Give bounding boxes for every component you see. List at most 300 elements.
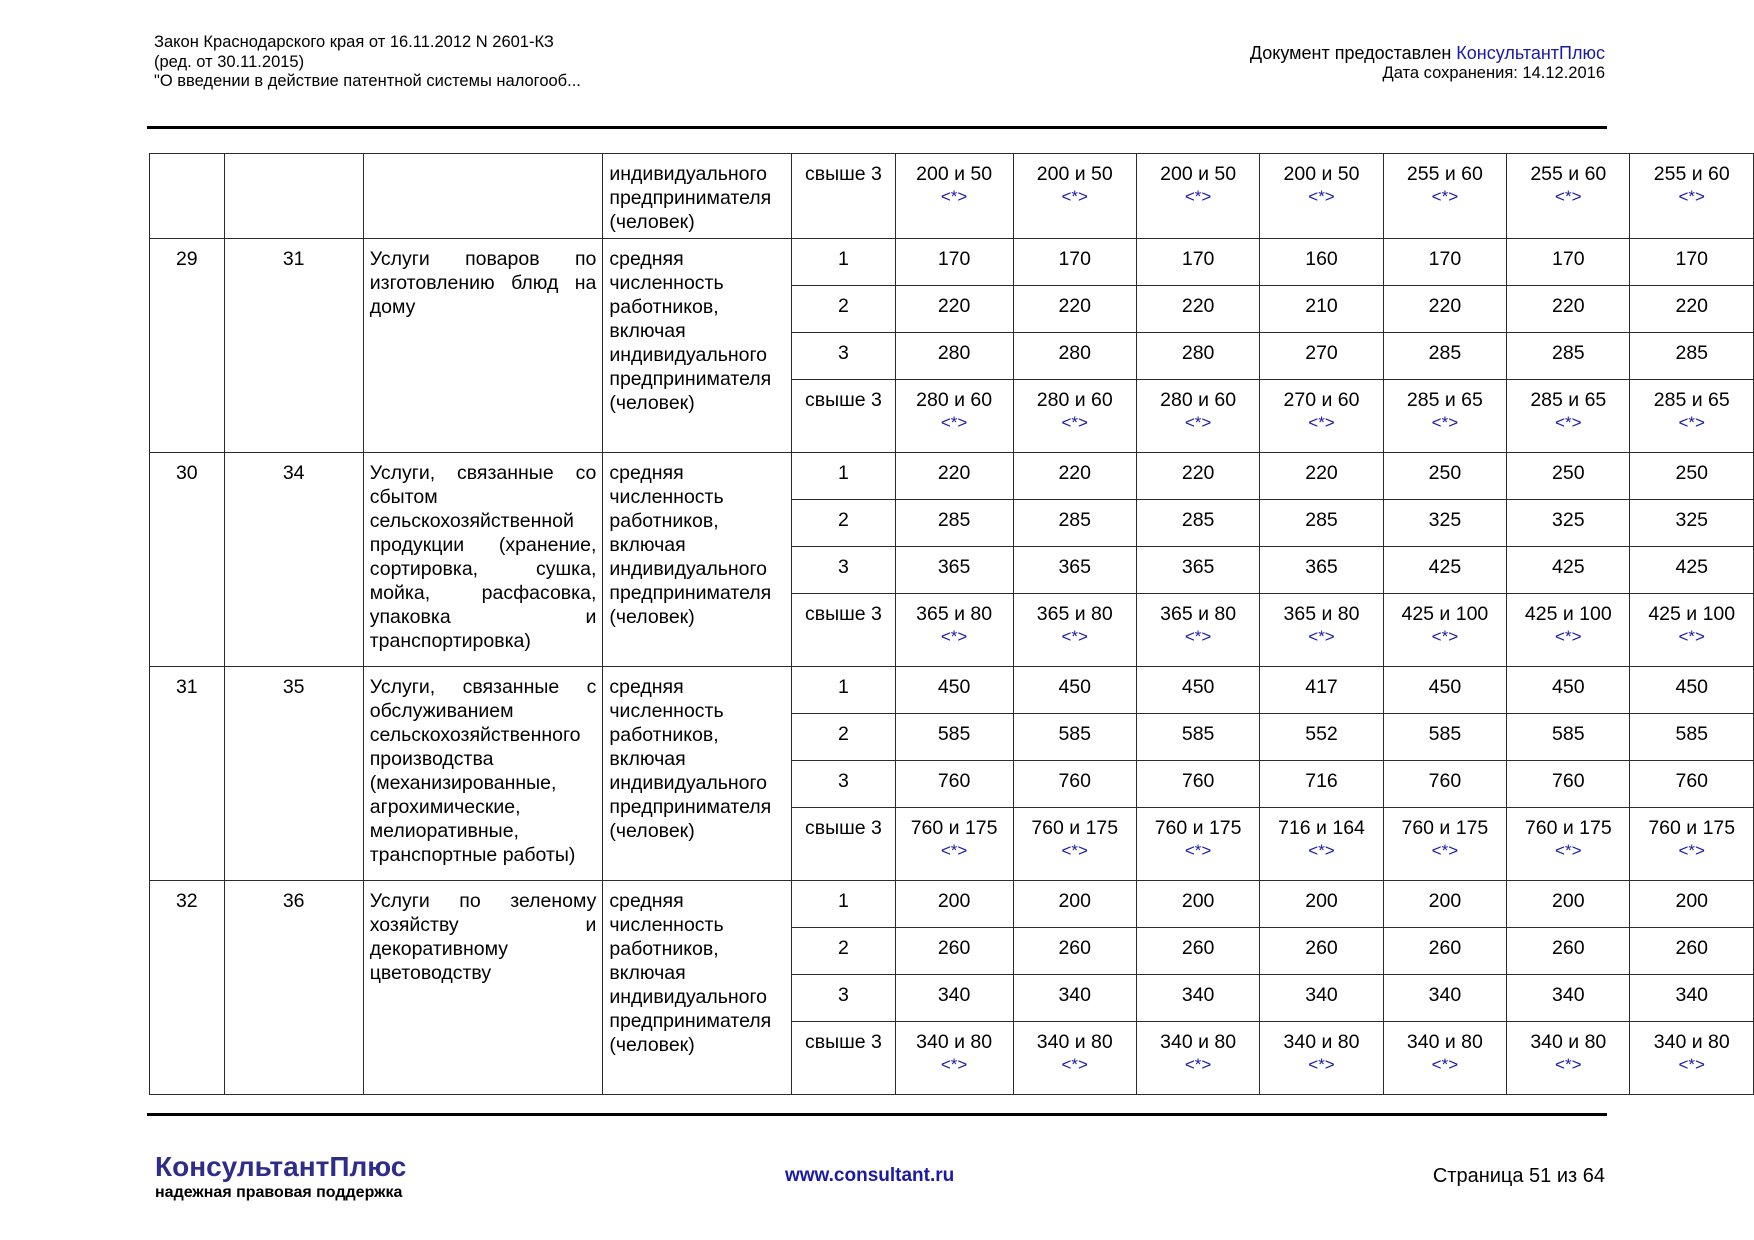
rate-value: 260 — [937, 937, 971, 959]
rate-value: 365 и 80 — [916, 603, 993, 625]
footnote-ref-link[interactable]: <*> — [940, 841, 968, 860]
rate-cell — [1136, 453, 1259, 500]
rate-value: 260 — [1181, 937, 1215, 959]
rate-cell — [1507, 500, 1630, 547]
footer-brand — [155, 1152, 406, 1203]
rate-value: 200 и 50 — [1160, 163, 1237, 185]
rate-cell — [1136, 1022, 1259, 1095]
rate-cell — [895, 808, 1013, 881]
footnote-ref-link[interactable]: <*> — [1308, 627, 1335, 646]
rate-value: 340 и 80 — [916, 1031, 993, 1053]
rate-cell — [1383, 547, 1506, 594]
rate-cell — [1383, 714, 1506, 761]
activity-code-cell: 35 — [224, 667, 363, 881]
rate-cell — [1507, 380, 1630, 453]
rate-cell — [1260, 667, 1383, 714]
provided-by-prefix: Документ предоставлен — [1249, 43, 1457, 63]
rate-cell — [1136, 761, 1259, 808]
row-number-cell: 29 — [150, 239, 225, 453]
size-cell: 1 — [792, 453, 895, 500]
document-header-left — [154, 33, 581, 92]
rate-value: 250 — [1675, 462, 1709, 484]
rate-cell — [1136, 154, 1259, 239]
rate-value: 365 — [1181, 556, 1215, 578]
rate-value: 450 — [1428, 676, 1462, 698]
rate-value: 585 — [1181, 723, 1215, 745]
rate-cell — [1383, 808, 1506, 881]
rate-value: 220 — [1305, 462, 1338, 484]
document-title-line-3: "О введении в действие патентной системы налогооб... — [154, 72, 581, 90]
size-cell: 3 — [792, 761, 895, 808]
rate-value: 716 — [1305, 770, 1338, 792]
indicator-cell: индивидуального предпринимателя (человек) — [603, 154, 792, 239]
footnote-ref-link[interactable]: <*> — [1308, 1055, 1335, 1074]
rate-cell — [1136, 714, 1259, 761]
footnote-ref-link[interactable]: <*> — [1061, 187, 1088, 206]
rate-value: 170 — [1058, 248, 1091, 270]
footnote-ref-link[interactable]: <*> — [1431, 413, 1459, 432]
rate-cell — [1136, 594, 1259, 667]
size-cell: 3 — [792, 547, 895, 594]
rate-value: 170 — [1181, 248, 1215, 270]
table-row — [150, 667, 1754, 714]
rate-cell — [1136, 547, 1259, 594]
rate-value: 760 — [1428, 770, 1462, 792]
rate-cell — [1260, 808, 1383, 881]
rate-cell — [1507, 333, 1630, 380]
rate-value: 450 — [1675, 676, 1709, 698]
table-row — [150, 239, 1754, 286]
rate-cell — [895, 333, 1013, 380]
rate-value: 280 и 60 — [1036, 389, 1113, 411]
rate-cell — [1013, 975, 1136, 1022]
footnote-ref-link[interactable]: <*> — [940, 1055, 968, 1074]
rate-value: 220 — [1675, 295, 1709, 317]
rate-value: 760 — [1058, 770, 1091, 792]
footnote-ref-link[interactable]: <*> — [940, 413, 968, 432]
rate-value: 255 и 60 — [1406, 163, 1483, 185]
rate-cell — [1260, 547, 1383, 594]
rate-cell — [895, 239, 1013, 286]
rate-cell — [1260, 286, 1383, 333]
rate-value: 760 и 175 — [1401, 817, 1489, 839]
row-number-cell: 32 — [150, 881, 225, 1095]
indicator-cell: средняя численность работников, включая индивидуального предпринимателя (человек) — [603, 667, 792, 881]
rate-cell — [895, 500, 1013, 547]
rate-cell — [1260, 453, 1383, 500]
footnote-ref-link[interactable]: <*> — [940, 627, 968, 646]
rate-value: 285 — [1675, 342, 1709, 364]
rate-value: 220 — [1058, 295, 1091, 317]
footnote-ref-link[interactable]: <*> — [1184, 627, 1212, 646]
rate-cell — [1260, 1022, 1383, 1095]
footnote-ref-link[interactable]: <*> — [1061, 627, 1088, 646]
rate-cell — [1507, 547, 1630, 594]
rate-value: 285 — [1428, 342, 1462, 364]
rate-cell — [1630, 286, 1754, 333]
rate-cell — [1507, 1022, 1630, 1095]
rate-cell — [1630, 881, 1754, 928]
size-cell: 2 — [792, 286, 895, 333]
footnote-ref-link[interactable]: <*> — [1308, 187, 1335, 206]
size-cell: 3 — [792, 975, 895, 1022]
size-cell: 1 — [792, 881, 895, 928]
rate-value: 210 — [1305, 295, 1338, 317]
rate-value: 200 и 50 — [916, 163, 993, 185]
rate-value: 255 и 60 — [1653, 163, 1730, 185]
size-cell: свыше 3 — [792, 808, 895, 881]
footnote-ref-link[interactable]: <*> — [1308, 841, 1335, 860]
rate-value: 365 — [1305, 556, 1338, 578]
rate-cell — [1260, 881, 1383, 928]
rate-cell — [1260, 594, 1383, 667]
provided-by — [1250, 43, 1605, 63]
footnote-ref-link[interactable]: <*> — [1555, 413, 1582, 432]
service-name-cell: Услуги по зеленому хозяйству и декоративному цветоводству — [363, 881, 603, 1095]
rate-value: 220 — [1428, 295, 1462, 317]
activity-code-cell: 34 — [224, 453, 363, 667]
rate-value: 200 — [1675, 890, 1709, 912]
footnote-ref-link[interactable]: <*> — [1184, 841, 1212, 860]
rate-value: 365 — [1058, 556, 1091, 578]
rate-value: 200 — [1305, 890, 1338, 912]
rate-cell — [1630, 333, 1754, 380]
rate-value: 450 — [1058, 676, 1091, 698]
rate-value: 170 — [1552, 248, 1585, 270]
rate-value: 365 и 80 — [1160, 603, 1237, 625]
rate-value: 425 — [1552, 556, 1585, 578]
consultantplus-logo: КонсультантПлюс — [155, 1151, 407, 1182]
footnote-ref-link[interactable]: <*> — [1431, 627, 1459, 646]
rate-cell — [1013, 928, 1136, 975]
rate-cell — [1013, 808, 1136, 881]
footnote-ref-link[interactable]: <*> — [1555, 187, 1582, 206]
rate-cell — [1507, 808, 1630, 881]
rate-cell — [1507, 154, 1630, 239]
rate-cell — [1260, 380, 1383, 453]
rate-cell — [1260, 928, 1383, 975]
footnote-ref-link[interactable]: <*> — [1678, 1055, 1705, 1074]
page-number: Страница 51 из 64 — [1432, 1165, 1605, 1187]
rate-cell — [1507, 453, 1630, 500]
service-name-cell: Услуги, связанные со сбытом сельскохозяйственной продукции (хранение, сортировка, сушка, мойка, расфасовка, упаковка и транспортировка) — [363, 453, 603, 667]
rate-value: 285 и 65 — [1530, 389, 1607, 411]
rate-cell — [1507, 928, 1630, 975]
rate-cell — [1383, 1022, 1506, 1095]
footnote-ref-link[interactable]: <*> — [1061, 413, 1088, 432]
rate-value: 280 и 60 — [916, 389, 993, 411]
rate-cell — [1383, 881, 1506, 928]
rate-value: 340 и 80 — [1530, 1031, 1607, 1053]
rate-cell — [1630, 1022, 1754, 1095]
rate-cell — [895, 714, 1013, 761]
indicator-cell: средняя численность работников, включая индивидуального предпринимателя (человек) — [603, 881, 792, 1095]
rate-value: 760 — [937, 770, 971, 792]
rate-value: 280 — [1181, 342, 1215, 364]
rate-cell — [1136, 380, 1259, 453]
rate-value: 585 — [1552, 723, 1585, 745]
rate-value: 220 — [1181, 462, 1215, 484]
footnote-ref-link[interactable]: <*> — [1184, 1055, 1212, 1074]
footnote-ref-link[interactable]: <*> — [1431, 1055, 1459, 1074]
rate-value: 285 — [1552, 342, 1585, 364]
size-cell: 2 — [792, 500, 895, 547]
rate-cell — [1630, 380, 1754, 453]
rate-cell — [1013, 881, 1136, 928]
rate-value: 340 — [1181, 984, 1215, 1006]
rate-cell — [1630, 714, 1754, 761]
rate-cell — [895, 594, 1013, 667]
website-link[interactable]: www.consultant.ru — [785, 1165, 955, 1186]
rate-value: 425 и 100 — [1648, 603, 1736, 625]
rate-value: 220 — [1552, 295, 1585, 317]
tax-rates-table-container — [149, 153, 1754, 1097]
rate-value: 220 — [937, 295, 971, 317]
rate-value: 585 — [1428, 723, 1462, 745]
rate-value: 285 — [1181, 509, 1215, 531]
rate-value: 325 — [1552, 509, 1585, 531]
footnote-ref-link[interactable]: <*> — [1184, 413, 1212, 432]
rate-value: 170 — [1428, 248, 1462, 270]
rate-value: 200 и 50 — [1283, 163, 1360, 185]
rate-value: 160 — [1305, 248, 1338, 270]
rate-value: 425 — [1675, 556, 1709, 578]
rate-value: 585 — [1675, 723, 1709, 745]
rate-cell — [1136, 500, 1259, 547]
rate-value: 280 и 60 — [1160, 389, 1237, 411]
rate-value: 340 — [1058, 984, 1091, 1006]
rate-cell — [1013, 667, 1136, 714]
rate-cell — [1013, 286, 1136, 333]
rate-value: 340 — [1552, 984, 1585, 1006]
rate-cell — [1630, 928, 1754, 975]
rate-value: 285 — [937, 509, 971, 531]
rate-cell — [1507, 239, 1630, 286]
rate-cell — [1383, 975, 1506, 1022]
rate-cell — [1260, 239, 1383, 286]
rate-cell — [1013, 453, 1136, 500]
rate-value: 170 — [937, 248, 971, 270]
rate-value: 220 — [1181, 295, 1215, 317]
size-cell: свыше 3 — [792, 594, 895, 667]
rate-value: 340 и 80 — [1160, 1031, 1237, 1053]
footnote-ref-link[interactable]: <*> — [1431, 841, 1459, 860]
rate-cell — [895, 928, 1013, 975]
row-number-cell: 30 — [150, 453, 225, 667]
rate-cell — [1136, 808, 1259, 881]
rate-cell — [1630, 154, 1754, 239]
rate-value: 552 — [1305, 723, 1338, 745]
rate-value: 425 — [1428, 556, 1462, 578]
rate-cell — [1013, 594, 1136, 667]
rate-value: 255 и 60 — [1530, 163, 1607, 185]
rate-cell — [895, 453, 1013, 500]
rate-cell — [1260, 154, 1383, 239]
rate-cell — [1507, 286, 1630, 333]
save-date: Дата сохранения: 14.12.2016 — [1382, 64, 1605, 82]
rate-cell — [1383, 380, 1506, 453]
footnote-ref-link[interactable]: <*> — [1678, 627, 1705, 646]
rate-cell — [1260, 500, 1383, 547]
rate-cell — [1507, 881, 1630, 928]
rate-value: 200 — [1552, 890, 1585, 912]
rate-cell — [1013, 547, 1136, 594]
rate-value: 760 и 175 — [1031, 817, 1119, 839]
rate-value: 340 и 80 — [1036, 1031, 1113, 1053]
footnote-ref-link[interactable]: <*> — [1184, 187, 1212, 206]
table-row — [150, 453, 1754, 500]
footnote-ref-link[interactable]: <*> — [1678, 841, 1705, 860]
rate-value: 250 — [1428, 462, 1462, 484]
rate-cell — [1136, 881, 1259, 928]
rate-value: 220 — [1058, 462, 1091, 484]
rate-value: 585 — [937, 723, 971, 745]
footnote-ref-link[interactable]: <*> — [1555, 627, 1582, 646]
size-cell: свыше 3 — [792, 380, 895, 453]
rate-cell — [1013, 380, 1136, 453]
empty-cell — [150, 154, 225, 239]
rate-cell — [1630, 975, 1754, 1022]
rate-cell — [1136, 333, 1259, 380]
rate-value: 280 — [937, 342, 971, 364]
rate-cell — [1383, 453, 1506, 500]
tax-rates-table — [149, 153, 1754, 1095]
rate-value: 760 и 175 — [1524, 817, 1612, 839]
rate-value: 260 — [1675, 937, 1709, 959]
rate-value: 450 — [937, 676, 971, 698]
size-cell: 3 — [792, 333, 895, 380]
rate-value: 285 — [1305, 509, 1338, 531]
rate-value: 220 — [937, 462, 971, 484]
rate-value: 450 — [1552, 676, 1585, 698]
rate-value: 760 и 175 — [1154, 817, 1242, 839]
rate-value: 285 и 65 — [1653, 389, 1730, 411]
rate-cell — [895, 761, 1013, 808]
rate-cell — [1383, 286, 1506, 333]
rate-cell — [1136, 667, 1259, 714]
rate-value: 260 — [1058, 937, 1091, 959]
rate-value: 450 — [1181, 676, 1215, 698]
rate-cell — [895, 380, 1013, 453]
service-name-cell: Услуги, связанные с обслуживанием сельскохозяйственного производства (механизированные, агрохимические, мелиоративные, транспортные работы) — [363, 667, 603, 881]
rate-value: 365 — [937, 556, 971, 578]
footnote-ref-link[interactable]: <*> — [1678, 413, 1705, 432]
rate-cell — [1630, 547, 1754, 594]
rate-value: 425 и 100 — [1524, 603, 1612, 625]
brand-tagline: надежная правовая поддержка — [155, 1184, 403, 1201]
footnote-ref-link[interactable]: <*> — [1431, 187, 1459, 206]
rate-cell — [1383, 594, 1506, 667]
rate-cell — [895, 286, 1013, 333]
rate-value: 325 — [1428, 509, 1462, 531]
rate-cell — [1630, 667, 1754, 714]
size-cell: свыше 3 — [792, 1022, 895, 1095]
rate-value: 340 — [1305, 984, 1338, 1006]
activity-code-cell: 36 — [224, 881, 363, 1095]
rate-cell — [1383, 761, 1506, 808]
rate-cell — [1383, 500, 1506, 547]
rate-value: 760 — [1181, 770, 1215, 792]
empty-cell — [224, 154, 363, 239]
rate-cell — [1260, 975, 1383, 1022]
footnote-ref-link[interactable]: <*> — [1061, 1055, 1088, 1074]
rate-value: 760 — [1552, 770, 1585, 792]
footnote-ref-link[interactable]: <*> — [1555, 841, 1582, 860]
rate-value: 365 и 80 — [1036, 603, 1113, 625]
rate-cell — [895, 1022, 1013, 1095]
size-cell: 1 — [792, 667, 895, 714]
rate-cell — [1383, 154, 1506, 239]
rate-cell — [895, 154, 1013, 239]
indicator-cell: средняя численность работников, включая индивидуального предпринимателя (человек) — [603, 239, 792, 453]
rate-cell — [895, 547, 1013, 594]
rate-value: 200 — [937, 890, 971, 912]
rate-cell — [1383, 333, 1506, 380]
service-name-cell: Услуги поваров по изготовлению блюд на дому — [363, 239, 603, 453]
rate-value: 260 — [1428, 937, 1462, 959]
size-cell: свыше 3 — [792, 154, 895, 239]
rate-value: 585 — [1058, 723, 1091, 745]
rate-value: 250 — [1552, 462, 1585, 484]
row-number-cell: 31 — [150, 667, 225, 881]
footnote-ref-link[interactable]: <*> — [1308, 413, 1335, 432]
rate-cell — [895, 975, 1013, 1022]
rate-cell — [1507, 761, 1630, 808]
activity-code-cell: 31 — [224, 239, 363, 453]
footnote-ref-link[interactable]: <*> — [1678, 187, 1705, 206]
rate-value: 325 — [1675, 509, 1709, 531]
rate-cell — [1136, 286, 1259, 333]
rate-value: 365 и 80 — [1283, 603, 1360, 625]
rate-value: 280 — [1058, 342, 1091, 364]
rate-value: 340 — [937, 984, 971, 1006]
rate-value: 200 — [1181, 890, 1215, 912]
rate-cell — [1260, 714, 1383, 761]
rate-cell — [1013, 154, 1136, 239]
rate-cell — [1136, 239, 1259, 286]
rate-value: 716 и 164 — [1278, 817, 1365, 839]
footer-divider — [147, 1113, 1607, 1116]
rate-cell — [1013, 761, 1136, 808]
rate-value: 760 и 175 — [1648, 817, 1736, 839]
rate-value: 340 и 80 — [1406, 1031, 1483, 1053]
rate-value: 760 и 175 — [910, 817, 998, 839]
rate-cell — [895, 881, 1013, 928]
footnote-ref-link[interactable]: <*> — [940, 187, 968, 206]
size-cell: 1 — [792, 239, 895, 286]
document-header-right — [1250, 43, 1605, 83]
rate-cell — [1013, 1022, 1136, 1095]
rate-cell — [1630, 808, 1754, 881]
footnote-ref-link[interactable]: <*> — [1555, 1055, 1582, 1074]
rate-value: 200 — [1428, 890, 1462, 912]
rate-cell — [1507, 714, 1630, 761]
rate-cell — [1630, 239, 1754, 286]
rate-value: 285 и 65 — [1406, 389, 1483, 411]
rate-cell — [1507, 667, 1630, 714]
rate-cell — [895, 667, 1013, 714]
rate-value: 260 — [1305, 937, 1338, 959]
rate-value: 760 — [1675, 770, 1709, 792]
provider-brand-link[interactable]: КонсультантПлюс — [1456, 43, 1605, 63]
rate-value: 200 — [1058, 890, 1091, 912]
rate-value: 340 — [1675, 984, 1709, 1006]
rate-value: 170 — [1675, 248, 1709, 270]
table-row — [150, 881, 1754, 928]
rate-cell — [1507, 594, 1630, 667]
empty-cell — [363, 154, 603, 239]
footnote-ref-link[interactable]: <*> — [1061, 841, 1088, 860]
